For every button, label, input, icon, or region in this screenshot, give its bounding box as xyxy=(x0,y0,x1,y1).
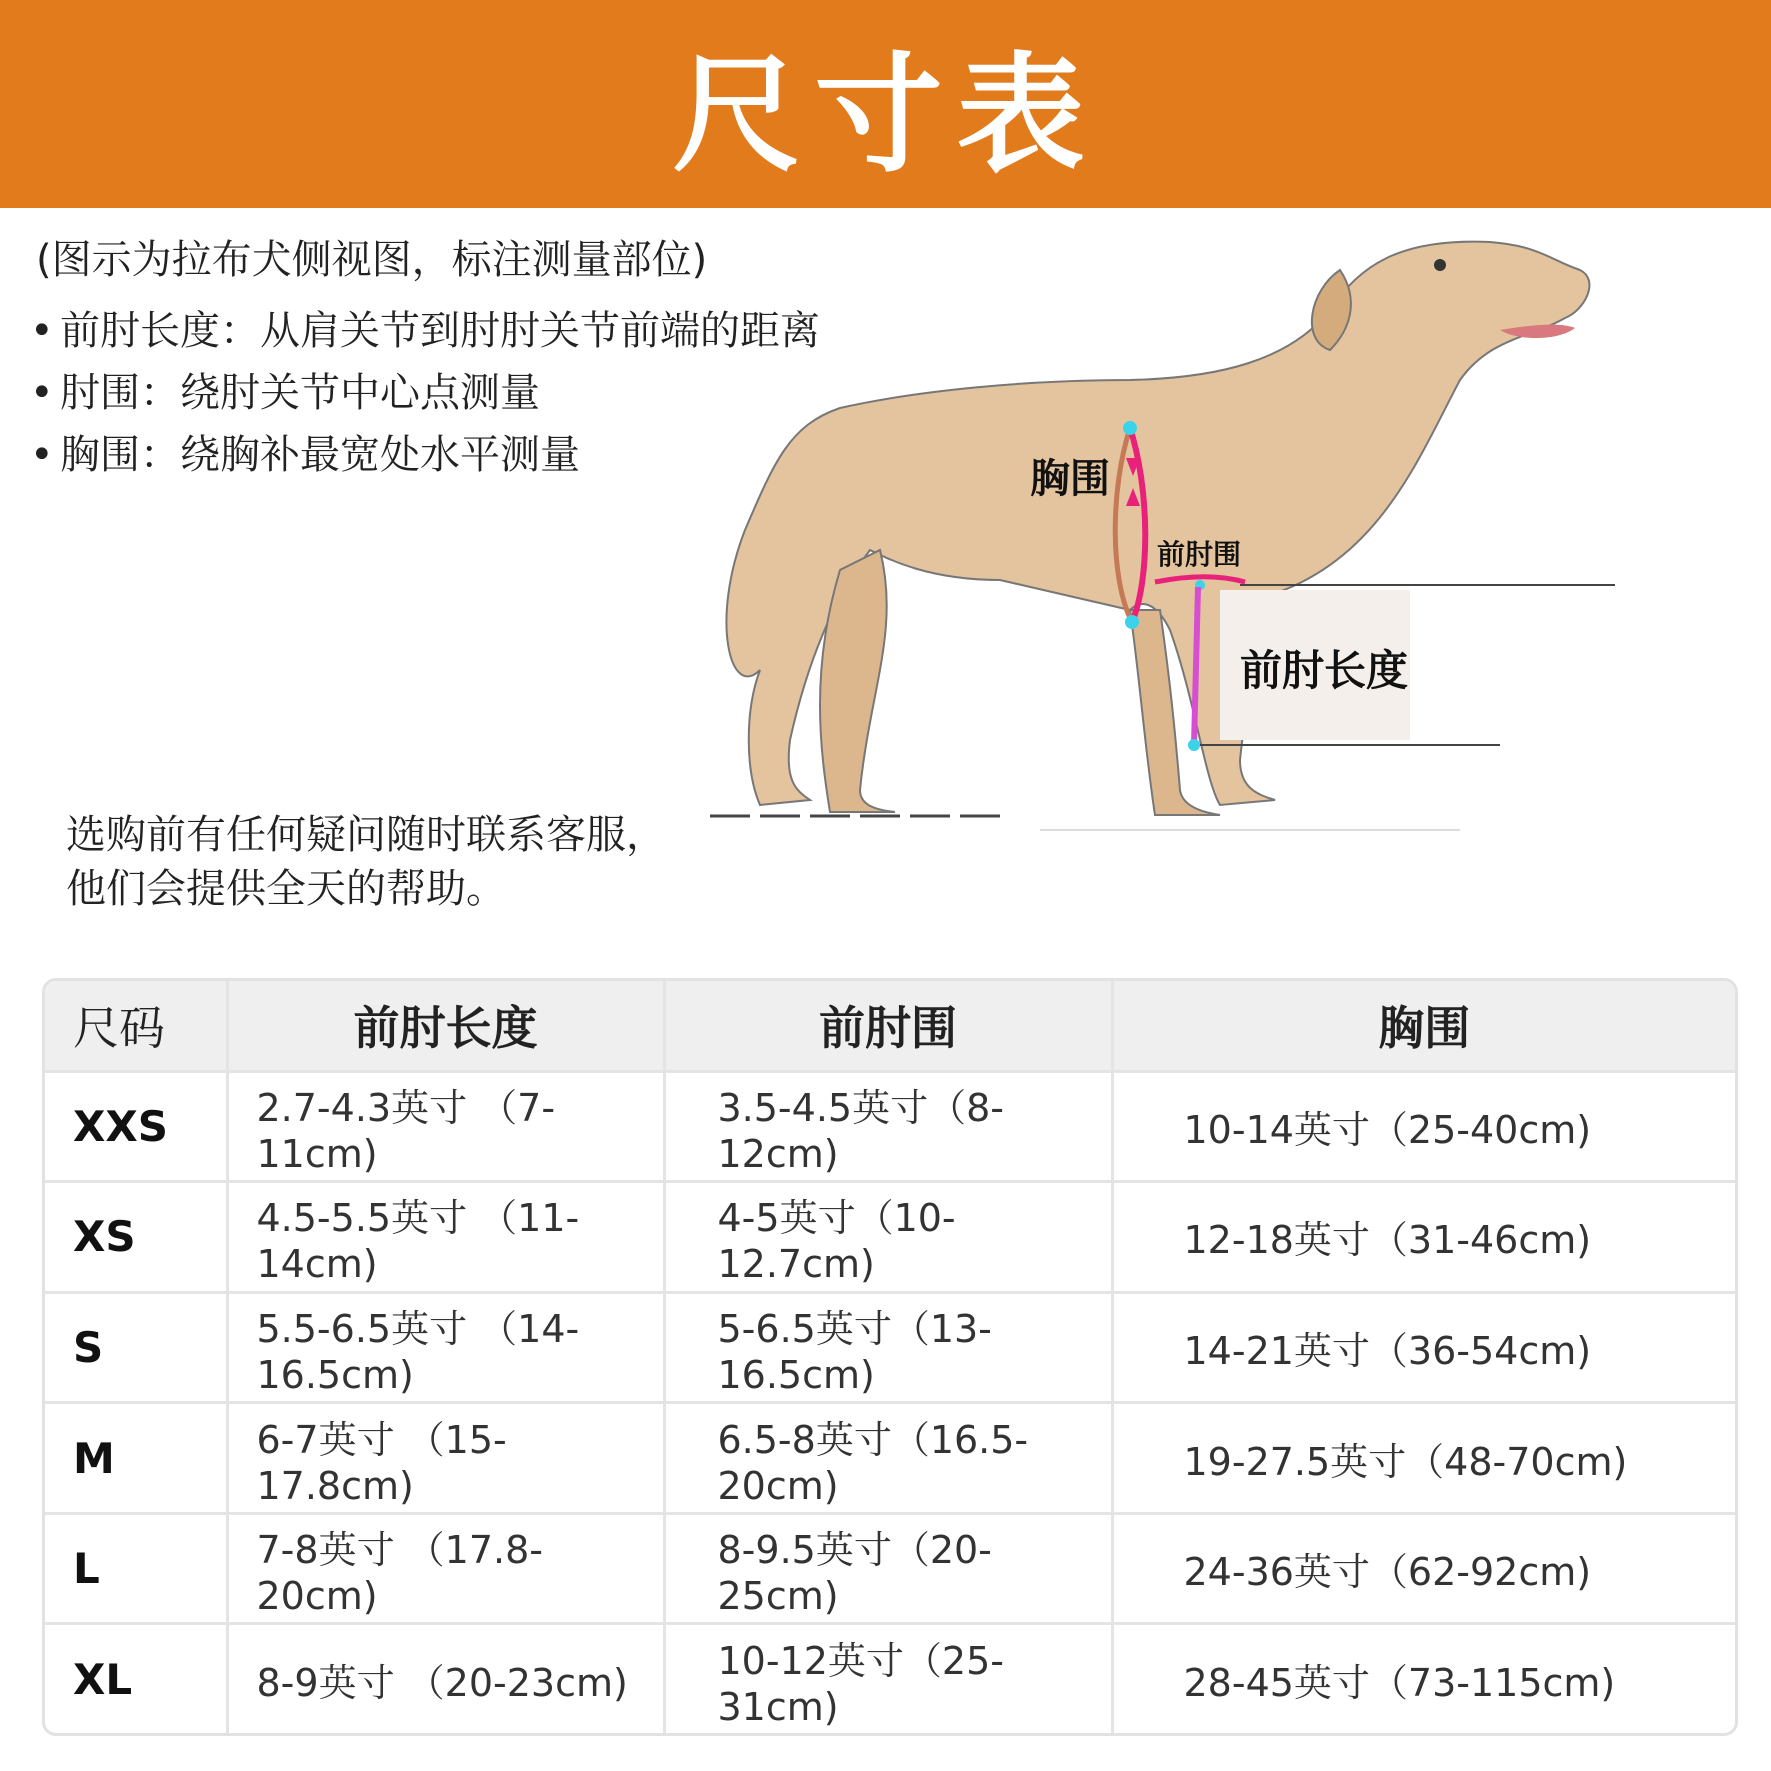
chest-cell: 19-27.5英寸（48-70cm) xyxy=(1112,1403,1735,1514)
chest-cell: 28-45英寸（73-115cm) xyxy=(1112,1624,1735,1733)
eye-icon xyxy=(1434,259,1446,271)
bullet-icon: • xyxy=(30,308,54,354)
elbow-cell: 8-9.5英寸（20-25cm) xyxy=(664,1513,1112,1624)
table-row xyxy=(45,1624,1735,1733)
column-header-size: 尺码 xyxy=(45,981,227,1071)
size-table xyxy=(42,978,1738,1736)
chest-cell: 12-18英寸（31-46cm) xyxy=(1112,1182,1735,1293)
bullet-icon: • xyxy=(30,370,54,416)
length-cell: 7-8英寸 （17.8-20cm) xyxy=(227,1513,664,1624)
column-header-chest: 胸围 xyxy=(1112,981,1735,1071)
column-header-length: 前肘长度 xyxy=(227,981,664,1071)
note-item: • 肘围：绕肘关节中心点测量 xyxy=(30,362,820,424)
size-cell: XL xyxy=(45,1624,227,1733)
chest-cell: 14-21英寸（36-54cm) xyxy=(1112,1292,1735,1403)
page-title: 尺寸表 xyxy=(672,41,1099,190)
length-label: 前肘长度 xyxy=(1240,646,1409,695)
length-cell: 6-7英寸 （15-17.8cm) xyxy=(227,1403,664,1514)
length-cell: 8-9英寸 （20-23cm) xyxy=(227,1624,664,1733)
elbow-length-line xyxy=(1194,587,1198,745)
chest-marker xyxy=(1125,615,1139,629)
bullet-icon: • xyxy=(30,432,54,478)
diagram-caption: (图示为拉布犬侧视图，标注测量部位) xyxy=(36,237,708,283)
note-item: • 胸围：绕胸补最宽处水平测量 xyxy=(30,424,820,486)
elbow-cell: 6.5-8英寸（16.5-20cm) xyxy=(664,1403,1112,1514)
header-banner xyxy=(0,0,1771,208)
dog-measurement-diagram xyxy=(700,230,1700,950)
table-row xyxy=(45,1182,1735,1293)
note-item: • 前肘长度：从肩关节到肘肘关节前端的距离 xyxy=(30,300,820,362)
size-cell: M xyxy=(45,1403,227,1514)
chest-cell: 24-36英寸（62-92cm) xyxy=(1112,1513,1735,1624)
length-cell: 2.7-4.3英寸 （7-11cm) xyxy=(227,1071,664,1182)
chest-cell: 10-14英寸（25-40cm) xyxy=(1112,1071,1735,1182)
size-cell: XXS xyxy=(45,1071,227,1182)
table-row xyxy=(45,1071,1735,1182)
chest-label: 胸围 xyxy=(1030,456,1110,502)
table-row xyxy=(45,1513,1735,1624)
elbow-cell: 4-5英寸（10-12.7cm) xyxy=(664,1182,1112,1293)
table-row xyxy=(45,1403,1735,1514)
length-cell: 5.5-6.5英寸 （14-16.5cm) xyxy=(227,1292,664,1403)
size-cell: S xyxy=(45,1292,227,1403)
length-marker xyxy=(1188,739,1200,751)
table-header-row xyxy=(45,981,1735,1071)
table-row xyxy=(45,1292,1735,1403)
chest-marker xyxy=(1123,421,1137,435)
elbow-cell: 5-6.5英寸（13-16.5cm) xyxy=(664,1292,1112,1403)
elbow-cell: 3.5-4.5英寸（8-12cm) xyxy=(664,1071,1112,1182)
elbow-cell: 10-12英寸（25-31cm) xyxy=(664,1624,1112,1733)
length-cell: 4.5-5.5英寸 （11-14cm) xyxy=(227,1182,664,1293)
column-header-elbow: 前肘围 xyxy=(664,981,1112,1071)
size-cell: XS xyxy=(45,1182,227,1293)
contact-note: 选购前有任何疑问随时联系客服， 他们会提供全天的帮助。 xyxy=(66,812,666,912)
elbow-label: 前肘围 xyxy=(1157,538,1242,571)
size-cell: L xyxy=(45,1513,227,1624)
